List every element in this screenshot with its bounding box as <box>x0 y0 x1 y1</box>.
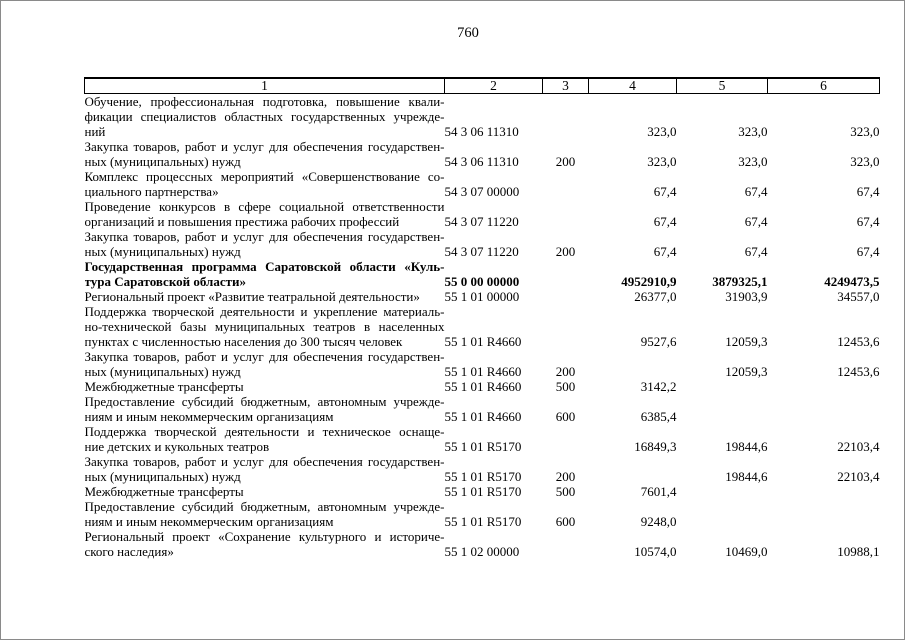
program-name-line: ных (муниципальных) нужд <box>84 154 241 169</box>
budget-code-cell: 55 1 01 00000 <box>444 289 520 304</box>
amount-cell: 9527,6 <box>640 334 677 349</box>
amount-cell: 3879325,1 <box>712 274 768 289</box>
budget-code-cell: 54 3 06 11310 <box>444 124 519 139</box>
amount-cell <box>589 454 677 484</box>
program-name-cell <box>85 394 445 424</box>
program-name-line: но-технической базы муниципальных театров в населенных <box>84 319 445 334</box>
amount-cell: 67,4 <box>653 244 677 259</box>
program-name-line: Поддержка творческой деятельности и техническое оснаще- <box>84 424 445 439</box>
program-name-cell <box>85 289 445 304</box>
amount-cell: 10574,0 <box>634 544 677 559</box>
program-name-line: Проведение конкурсов в сфере социальной ответственности <box>84 199 445 214</box>
expense-type-cell <box>543 289 589 304</box>
budget-code-cell: 55 1 01 R5170 <box>444 469 522 484</box>
expense-type-cell <box>543 199 589 229</box>
program-name-cell <box>85 229 445 259</box>
amount-cell: 323,0 <box>850 154 880 169</box>
table-row <box>85 304 880 349</box>
amount-cell: 34557,0 <box>837 289 880 304</box>
program-name-line: Закупка товаров, работ и услуг для обеспечения государствен- <box>84 349 445 364</box>
column-header: 1 <box>85 78 445 94</box>
expense-type-cell: 200 <box>555 364 576 379</box>
program-name-line: ных (муниципальных) нужд <box>84 469 241 484</box>
amount-cell <box>677 499 768 529</box>
page-number: 760 <box>457 25 479 41</box>
table-row <box>85 484 880 499</box>
program-name-line: ных (муниципальных) нужд <box>84 364 241 379</box>
table-row <box>85 454 880 484</box>
program-name-line: ний <box>84 124 106 139</box>
table-row <box>85 499 880 529</box>
program-name-line: циального партнерства» <box>84 184 219 199</box>
program-name-line: фикации специалистов областных государственных учрежде- <box>84 109 445 124</box>
amount-cell: 323,0 <box>738 154 768 169</box>
amount-cell: 12059,3 <box>725 364 768 379</box>
amount-cell <box>768 379 880 394</box>
amount-cell: 67,4 <box>744 244 768 259</box>
expense-type-cell: 500 <box>555 379 576 394</box>
amount-cell <box>768 484 880 499</box>
program-name-line: Региональный проект «Развитие театральной деятельности» <box>84 289 420 304</box>
program-name-cell <box>85 454 445 484</box>
amount-cell: 67,4 <box>856 184 880 199</box>
table-row <box>85 94 880 140</box>
program-name-line: Закупка товаров, работ и услуг для обеспечения государствен- <box>84 139 445 154</box>
program-name-line: Региональный проект «Сохранение культурного и историче- <box>84 529 445 544</box>
budget-code-cell: 54 3 07 11220 <box>444 214 519 229</box>
amount-cell: 19844,6 <box>725 469 768 484</box>
table-row <box>85 394 880 424</box>
expense-type-cell <box>543 259 589 289</box>
amount-cell: 22103,4 <box>837 469 880 484</box>
program-name-cell <box>85 379 445 394</box>
program-name-line: Обучение, профессиональная подготовка, повышение квали- <box>84 94 445 109</box>
column-header: 3 <box>543 78 589 94</box>
amount-cell <box>677 484 768 499</box>
table-row <box>85 424 880 454</box>
amount-cell: 4249473,5 <box>824 274 880 289</box>
program-name-line: Межбюджетные трансферты <box>84 484 244 499</box>
program-name-cell <box>85 484 445 499</box>
program-name-cell <box>85 349 445 379</box>
program-name-cell <box>85 94 445 140</box>
program-name-line: Поддержка творческой деятельности и укрепление материаль- <box>84 304 445 319</box>
budget-code-cell: 55 1 02 00000 <box>444 544 520 559</box>
expense-type-cell: 600 <box>555 514 576 529</box>
amount-cell <box>677 379 768 394</box>
expense-type-cell: 200 <box>555 469 576 484</box>
program-name-line: Комплекс процессных мероприятий «Совершенствование со- <box>84 169 445 184</box>
amount-cell: 9248,0 <box>640 514 677 529</box>
amount-cell <box>677 394 768 424</box>
column-header: 4 <box>589 78 677 94</box>
amount-cell: 26377,0 <box>634 289 677 304</box>
expense-type-cell <box>543 169 589 199</box>
expense-type-cell <box>543 529 589 559</box>
amount-cell: 323,0 <box>647 124 677 139</box>
program-name-line: ниям и иным некоммерческим организациям <box>84 409 334 424</box>
amount-cell <box>768 394 880 424</box>
budget-code-cell: 55 1 01 R4660 <box>444 379 522 394</box>
expense-type-cell: 500 <box>555 484 576 499</box>
budget-code-cell: 54 3 07 00000 <box>444 184 520 199</box>
program-name-cell <box>85 169 445 199</box>
amount-cell: 67,4 <box>856 214 880 229</box>
table-row <box>85 259 880 289</box>
budget-code-cell: 55 1 01 R4660 <box>444 364 522 379</box>
table-row <box>85 289 880 304</box>
program-name-cell <box>85 529 445 559</box>
table-header-row <box>85 78 880 94</box>
table-row <box>85 169 880 199</box>
amount-cell: 67,4 <box>744 184 768 199</box>
amount-cell: 323,0 <box>738 124 768 139</box>
amount-cell: 4952910,9 <box>621 274 677 289</box>
amount-cell: 10988,1 <box>837 544 880 559</box>
budget-code-cell: 55 1 01 R4660 <box>444 409 522 424</box>
table-row <box>85 199 880 229</box>
budget-code-cell: 55 1 01 R5170 <box>444 514 522 529</box>
program-name-line: Закупка товаров, работ и услуг для обеспечения государствен- <box>84 454 445 469</box>
column-header: 5 <box>677 78 768 94</box>
program-name-line: ского наследия» <box>84 544 174 559</box>
budget-code-cell: 55 1 01 R5170 <box>444 484 522 499</box>
budget-table <box>84 77 880 559</box>
table-row <box>85 139 880 169</box>
amount-cell: 12453,6 <box>837 334 880 349</box>
amount-cell: 16849,3 <box>634 439 677 454</box>
program-name-cell <box>85 139 445 169</box>
table-row <box>85 379 880 394</box>
table-row <box>85 229 880 259</box>
program-name-line: пунктах с численностью населения до 300 тысяч человек <box>84 334 403 349</box>
column-header: 6 <box>768 78 880 94</box>
column-header: 2 <box>445 78 543 94</box>
amount-cell: 67,4 <box>856 244 880 259</box>
amount-cell: 67,4 <box>653 184 677 199</box>
program-name-line: ние детских и кукольных театров <box>84 439 270 454</box>
amount-cell <box>589 349 677 379</box>
program-name-cell <box>85 199 445 229</box>
amount-cell: 67,4 <box>653 214 677 229</box>
program-name-line: Закупка товаров, работ и услуг для обеспечения государствен- <box>84 229 445 244</box>
program-name-line: Предоставление субсидий бюджетным, автономным учрежде- <box>84 394 445 409</box>
program-name-cell <box>85 499 445 529</box>
amount-cell: 10469,0 <box>725 544 768 559</box>
table-row <box>85 529 880 559</box>
program-name-line: тура Саратовской области» <box>84 274 246 289</box>
amount-cell: 22103,4 <box>837 439 880 454</box>
program-name-line: Межбюджетные трансферты <box>84 379 244 394</box>
amount-cell: 7601,4 <box>640 484 677 499</box>
amount-cell: 6385,4 <box>640 409 677 424</box>
amount-cell: 3142,2 <box>640 379 677 394</box>
program-name-cell <box>85 424 445 454</box>
amount-cell: 19844,6 <box>725 439 768 454</box>
program-name-line: ниям и иным некоммерческим организациям <box>84 514 334 529</box>
program-name-line: Предоставление субсидий бюджетным, автономным учрежде- <box>84 499 445 514</box>
budget-code-cell: 55 1 01 R4660 <box>444 334 522 349</box>
amount-cell: 323,0 <box>850 124 880 139</box>
budget-code-cell: 55 1 01 R5170 <box>444 439 522 454</box>
expense-type-cell <box>543 424 589 454</box>
expense-type-cell: 600 <box>555 409 576 424</box>
table-row <box>85 349 880 379</box>
budget-code-cell: 55 0 00 00000 <box>444 274 520 289</box>
program-name-line: Государственная программа Саратовской области «Куль- <box>84 259 445 274</box>
expense-type-cell <box>543 304 589 349</box>
expense-type-cell: 200 <box>555 244 576 259</box>
budget-code-cell: 54 3 06 11310 <box>444 154 519 169</box>
amount-cell <box>768 499 880 529</box>
expense-type-cell <box>543 94 589 140</box>
amount-cell: 12059,3 <box>725 334 768 349</box>
amount-cell: 67,4 <box>744 214 768 229</box>
program-name-line: ных (муниципальных) нужд <box>84 244 241 259</box>
budget-code-cell: 54 3 07 11220 <box>444 244 519 259</box>
amount-cell: 31903,9 <box>725 289 768 304</box>
program-name-cell <box>85 259 445 289</box>
program-name-cell <box>85 304 445 349</box>
expense-type-cell: 200 <box>555 154 576 169</box>
amount-cell: 323,0 <box>647 154 677 169</box>
amount-cell: 12453,6 <box>837 364 880 379</box>
program-name-line: организаций и повышения престижа рабочих профессий <box>84 214 400 229</box>
